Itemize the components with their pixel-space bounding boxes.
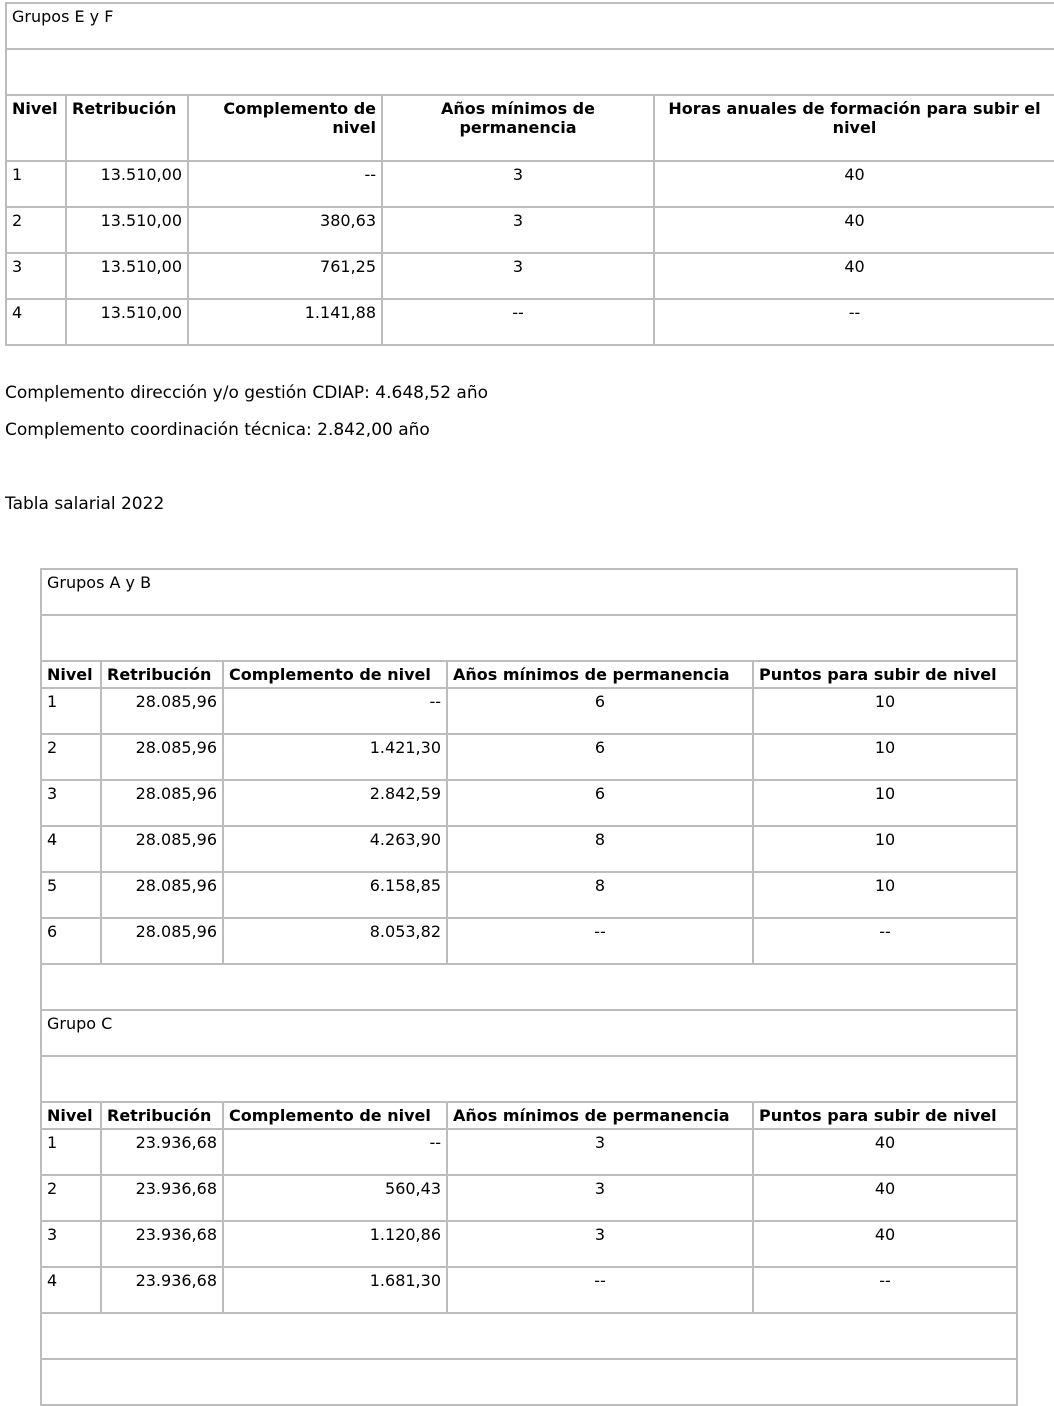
empty-row — [41, 1313, 1017, 1359]
cell-complemento: 1.421,30 — [223, 734, 447, 780]
cell-complemento: 6.158,85 — [223, 872, 447, 918]
cell-retribucion: 28.085,96 — [101, 780, 223, 826]
cell-complemento: -- — [223, 688, 447, 734]
header-anos: Años mínimos de permanencia — [447, 661, 753, 688]
cell-anos: 3 — [382, 253, 654, 299]
cell-nivel: 4 — [41, 1267, 101, 1313]
cell-complemento: -- — [188, 161, 382, 207]
cell-retribucion: 28.085,96 — [101, 826, 223, 872]
table-salarial-2022 — [40, 568, 1018, 1406]
cell-puntos: 10 — [753, 872, 1017, 918]
table-row — [41, 734, 1017, 780]
cell-retribucion: 28.085,96 — [101, 872, 223, 918]
cell-complemento: 2.842,59 — [223, 780, 447, 826]
table-row — [41, 1267, 1017, 1313]
header-anos: Años mínimos de permanencia — [447, 1102, 753, 1129]
empty-row — [6, 49, 1054, 95]
header-horas: Horas anuales de formación para subir el nivel — [654, 95, 1054, 161]
header-anos: Años mínimos de permanencia — [382, 95, 654, 161]
header-complemento: Complemento de nivel — [188, 95, 382, 161]
complemento-direccion-text: Complemento dirección y/o gestión CDIAP: 4.648,52 año — [5, 383, 489, 403]
cell-nivel: 3 — [41, 1221, 101, 1267]
cell-nivel: 6 — [41, 918, 101, 964]
cell-nivel: 2 — [41, 734, 101, 780]
group-title-ab: Grupos A y B — [41, 569, 1017, 615]
cell-anos: -- — [447, 1267, 753, 1313]
header-puntos: Puntos para subir de nivel — [753, 661, 1017, 688]
cell-puntos: 10 — [753, 734, 1017, 780]
cell-anos: 3 — [382, 207, 654, 253]
cell-horas: -- — [654, 299, 1054, 345]
cell-horas: 40 — [654, 161, 1054, 207]
cell-puntos: 40 — [753, 1175, 1017, 1221]
cell-anos: 3 — [447, 1175, 753, 1221]
cell-nivel: 1 — [6, 161, 66, 207]
cell-anos: 6 — [447, 688, 753, 734]
cell-complemento: 1.681,30 — [223, 1267, 447, 1313]
cell-complemento: 8.053,82 — [223, 918, 447, 964]
cell-retribucion: 23.936,68 — [101, 1129, 223, 1175]
cell-nivel: 2 — [6, 207, 66, 253]
cell-retribucion: 28.085,96 — [101, 918, 223, 964]
header-complemento: Complemento de nivel — [223, 661, 447, 688]
cell-retribucion: 23.936,68 — [101, 1221, 223, 1267]
table-row — [41, 826, 1017, 872]
table-title: Grupos E y F — [6, 3, 1054, 49]
cell-retribucion: 13.510,00 — [66, 253, 188, 299]
cell-anos: 6 — [447, 780, 753, 826]
cell-anos: 3 — [447, 1221, 753, 1267]
cell-horas: 40 — [654, 253, 1054, 299]
cell-puntos: 10 — [753, 780, 1017, 826]
complemento-coordinacion-text: Complemento coordinación técnica: 2.842,00 año — [5, 420, 430, 440]
cell-retribucion: 13.510,00 — [66, 299, 188, 345]
cell-nivel: 1 — [41, 1129, 101, 1175]
cell-puntos: 10 — [753, 826, 1017, 872]
empty-row — [41, 1359, 1017, 1405]
header-nivel: Nivel — [41, 1102, 101, 1129]
header-retribucion: Retribución — [101, 1102, 223, 1129]
table-row — [41, 688, 1017, 734]
table-row — [6, 253, 1054, 299]
cell-retribucion: 28.085,96 — [101, 688, 223, 734]
cell-nivel: 4 — [6, 299, 66, 345]
cell-anos: 8 — [447, 826, 753, 872]
header-retribucion: Retribución — [101, 661, 223, 688]
cell-retribucion: 23.936,68 — [101, 1267, 223, 1313]
header-nivel: Nivel — [41, 661, 101, 688]
table-row — [41, 872, 1017, 918]
cell-anos: -- — [447, 918, 753, 964]
group-title-c: Grupo C — [41, 1010, 1017, 1056]
cell-puntos: -- — [753, 1267, 1017, 1313]
empty-row — [41, 964, 1017, 1010]
table-grupos-e-f — [5, 2, 1054, 346]
table-row — [6, 207, 1054, 253]
cell-anos: 3 — [447, 1129, 753, 1175]
header-puntos: Puntos para subir de nivel — [753, 1102, 1017, 1129]
cell-complemento: -- — [223, 1129, 447, 1175]
table-row — [6, 299, 1054, 345]
cell-nivel: 3 — [41, 780, 101, 826]
cell-complemento: 1.120,86 — [223, 1221, 447, 1267]
cell-nivel: 1 — [41, 688, 101, 734]
cell-complemento: 560,43 — [223, 1175, 447, 1221]
cell-puntos: -- — [753, 918, 1017, 964]
cell-anos: -- — [382, 299, 654, 345]
cell-puntos: 40 — [753, 1221, 1017, 1267]
cell-anos: 3 — [382, 161, 654, 207]
header-complemento: Complemento de nivel — [223, 1102, 447, 1129]
header-nivel: Nivel — [6, 95, 66, 161]
cell-complemento: 761,25 — [188, 253, 382, 299]
tabla-salarial-title: Tabla salarial 2022 — [5, 494, 165, 514]
cell-complemento: 4.263,90 — [223, 826, 447, 872]
cell-complemento: 1.141,88 — [188, 299, 382, 345]
table-row — [41, 1129, 1017, 1175]
table-row — [41, 918, 1017, 964]
cell-retribucion: 13.510,00 — [66, 207, 188, 253]
cell-anos: 6 — [447, 734, 753, 780]
cell-nivel: 5 — [41, 872, 101, 918]
table-row — [41, 780, 1017, 826]
empty-row — [41, 1056, 1017, 1102]
cell-retribucion: 13.510,00 — [66, 161, 188, 207]
cell-anos: 8 — [447, 872, 753, 918]
table-row — [6, 161, 1054, 207]
cell-retribucion: 23.936,68 — [101, 1175, 223, 1221]
table-row — [41, 1221, 1017, 1267]
cell-puntos: 40 — [753, 1129, 1017, 1175]
empty-row — [41, 615, 1017, 661]
cell-puntos: 10 — [753, 688, 1017, 734]
cell-horas: 40 — [654, 207, 1054, 253]
cell-complemento: 380,63 — [188, 207, 382, 253]
table-row — [41, 1175, 1017, 1221]
cell-nivel: 3 — [6, 253, 66, 299]
header-retribucion: Retribución — [66, 95, 188, 161]
cell-nivel: 4 — [41, 826, 101, 872]
cell-retribucion: 28.085,96 — [101, 734, 223, 780]
cell-nivel: 2 — [41, 1175, 101, 1221]
